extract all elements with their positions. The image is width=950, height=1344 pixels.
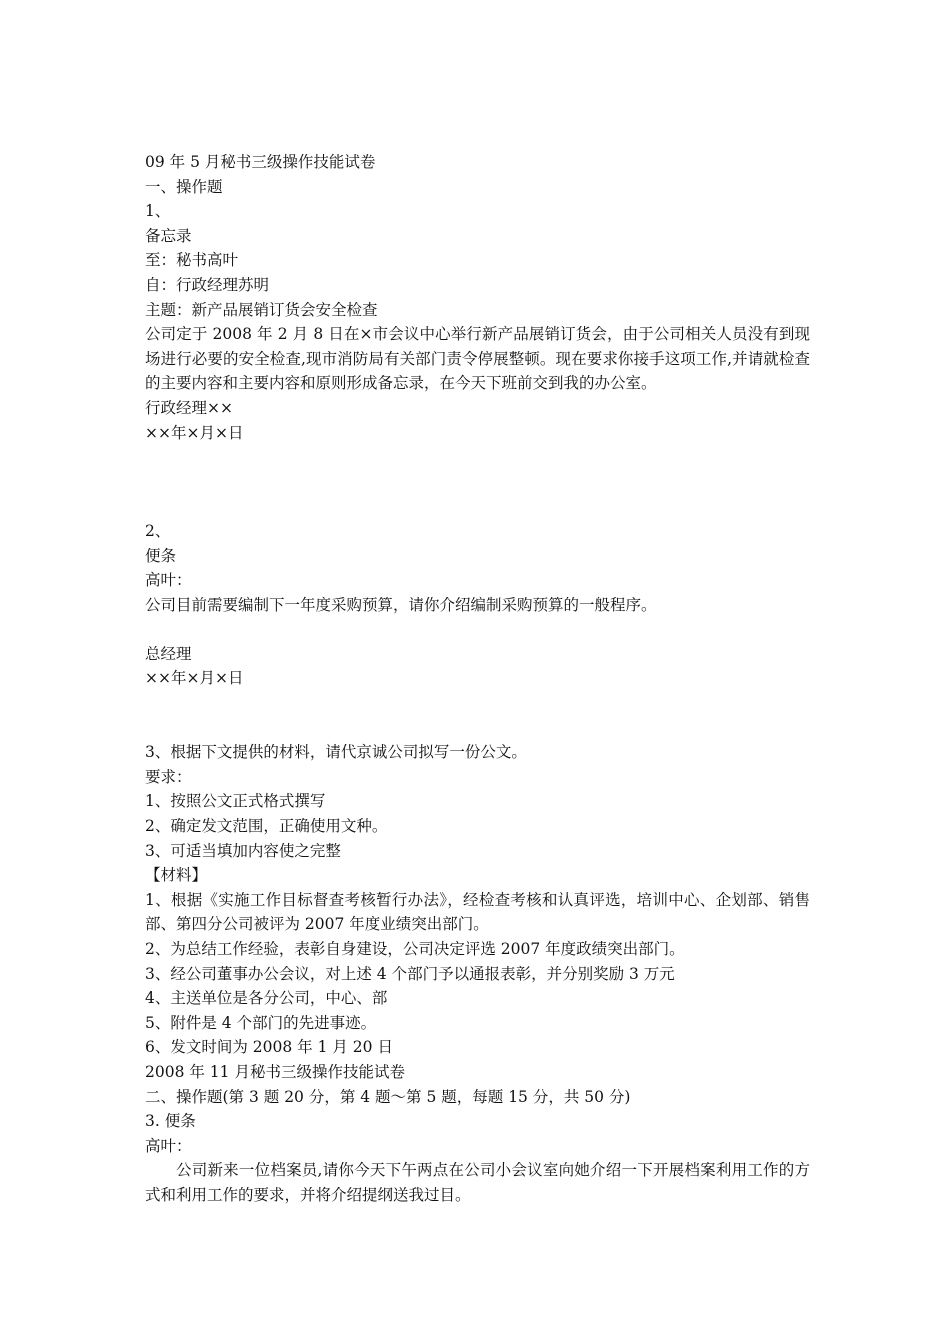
text-line: 高叶： <box>145 571 192 590</box>
text-line: 二、操作题(第 3 题 20 分，第 4 题～第 5 题，每题 15 分，共 50 分) <box>145 1087 631 1106</box>
text-line: ××年×月×日 <box>145 669 244 688</box>
text-line: 便条 <box>145 546 177 565</box>
text-line: 5、附件是 4 个部门的先进事迹。 <box>145 1013 377 1032</box>
text-line: 6、发文时间为 2008 年 1 月 20 日 <box>145 1038 393 1057</box>
text-paragraph: 1、根据《实施工作目标督查考核暂行办法》，经检查考核和认真评选，培训中心、企划部、销售部、第四分公司被评为 2007 年度业绩突出部门。 <box>145 890 810 934</box>
text-line: 高叶： <box>145 1136 192 1155</box>
text-line: 【材料】 <box>145 866 208 885</box>
blank-line <box>145 617 810 642</box>
text-line: 至：秘书高叶 <box>145 251 239 270</box>
text-line: 备忘录 <box>145 226 192 245</box>
text-line: 2、确定发文范围，正确使用文种。 <box>145 817 388 836</box>
text-line: 09 年 5 月秘书三级操作技能试卷 <box>145 153 376 171</box>
text-line: 1、按照公文正式格式撰写 <box>145 792 326 811</box>
text-line: 4、主送单位是各分公司，中心、部 <box>145 989 388 1008</box>
text-line: 3. 便条 <box>145 1112 196 1131</box>
text-line: ××年×月×日 <box>145 423 244 442</box>
blank-line <box>145 691 810 716</box>
text-line: 2008 年 11 月秘书三级操作技能试卷 <box>145 1062 405 1081</box>
blank-line <box>145 470 810 495</box>
text-line: 3、可适当填加内容使之完整 <box>145 841 341 860</box>
text-line: 公司目前需要编制下一年度采购预算，请你介绍编制采购预算的一般程序。 <box>145 595 657 614</box>
text-line: 2、为总结工作经验，表彰自身建设，公司决定评选 2007 年度政绩突出部门。 <box>145 940 685 958</box>
text-line: 2、 <box>145 521 171 540</box>
text-line: 主题：新产品展销订货会安全检查 <box>145 300 378 319</box>
text-line: 3、根据下文提供的材料，请代京诚公司拟写一份公文。 <box>145 743 527 762</box>
text-line: 行政经理×× <box>145 398 233 417</box>
text-line: 自：行政经理苏明 <box>145 275 270 294</box>
text-line: 1、 <box>145 202 171 221</box>
text-line: 一、操作题 <box>145 177 223 196</box>
text-line: 要求： <box>145 767 192 786</box>
document-body <box>145 150 810 1208</box>
text-paragraph: 公司新来一位档案员,请你今天下午两点在公司小会议室向她介绍一下开展档案利用工作的方式和利用工作的要求，并将介绍提纲送我过目。 <box>145 1161 810 1204</box>
blank-line <box>145 445 810 470</box>
text-line: 3、经公司董事办公会议，对上述 4 个部门予以通报表彰，并分别奖励 3 万元 <box>145 964 675 983</box>
blank-line <box>145 716 810 741</box>
blank-line <box>145 494 810 519</box>
text-paragraph: 公司定于 2008 年 2 月 8 日在×市会议中心举行新产品展销订货会，由于公司相关人员没有到现场进行必要的安全检查,现市消防局有关部门责令停展整顿。现在要求你接手这项工作,并请就检查的主要内容和主要内容和原则形成备忘录，在今天下班前交到我的办公室。 <box>145 325 810 393</box>
text-line: 总经理 <box>145 644 192 663</box>
